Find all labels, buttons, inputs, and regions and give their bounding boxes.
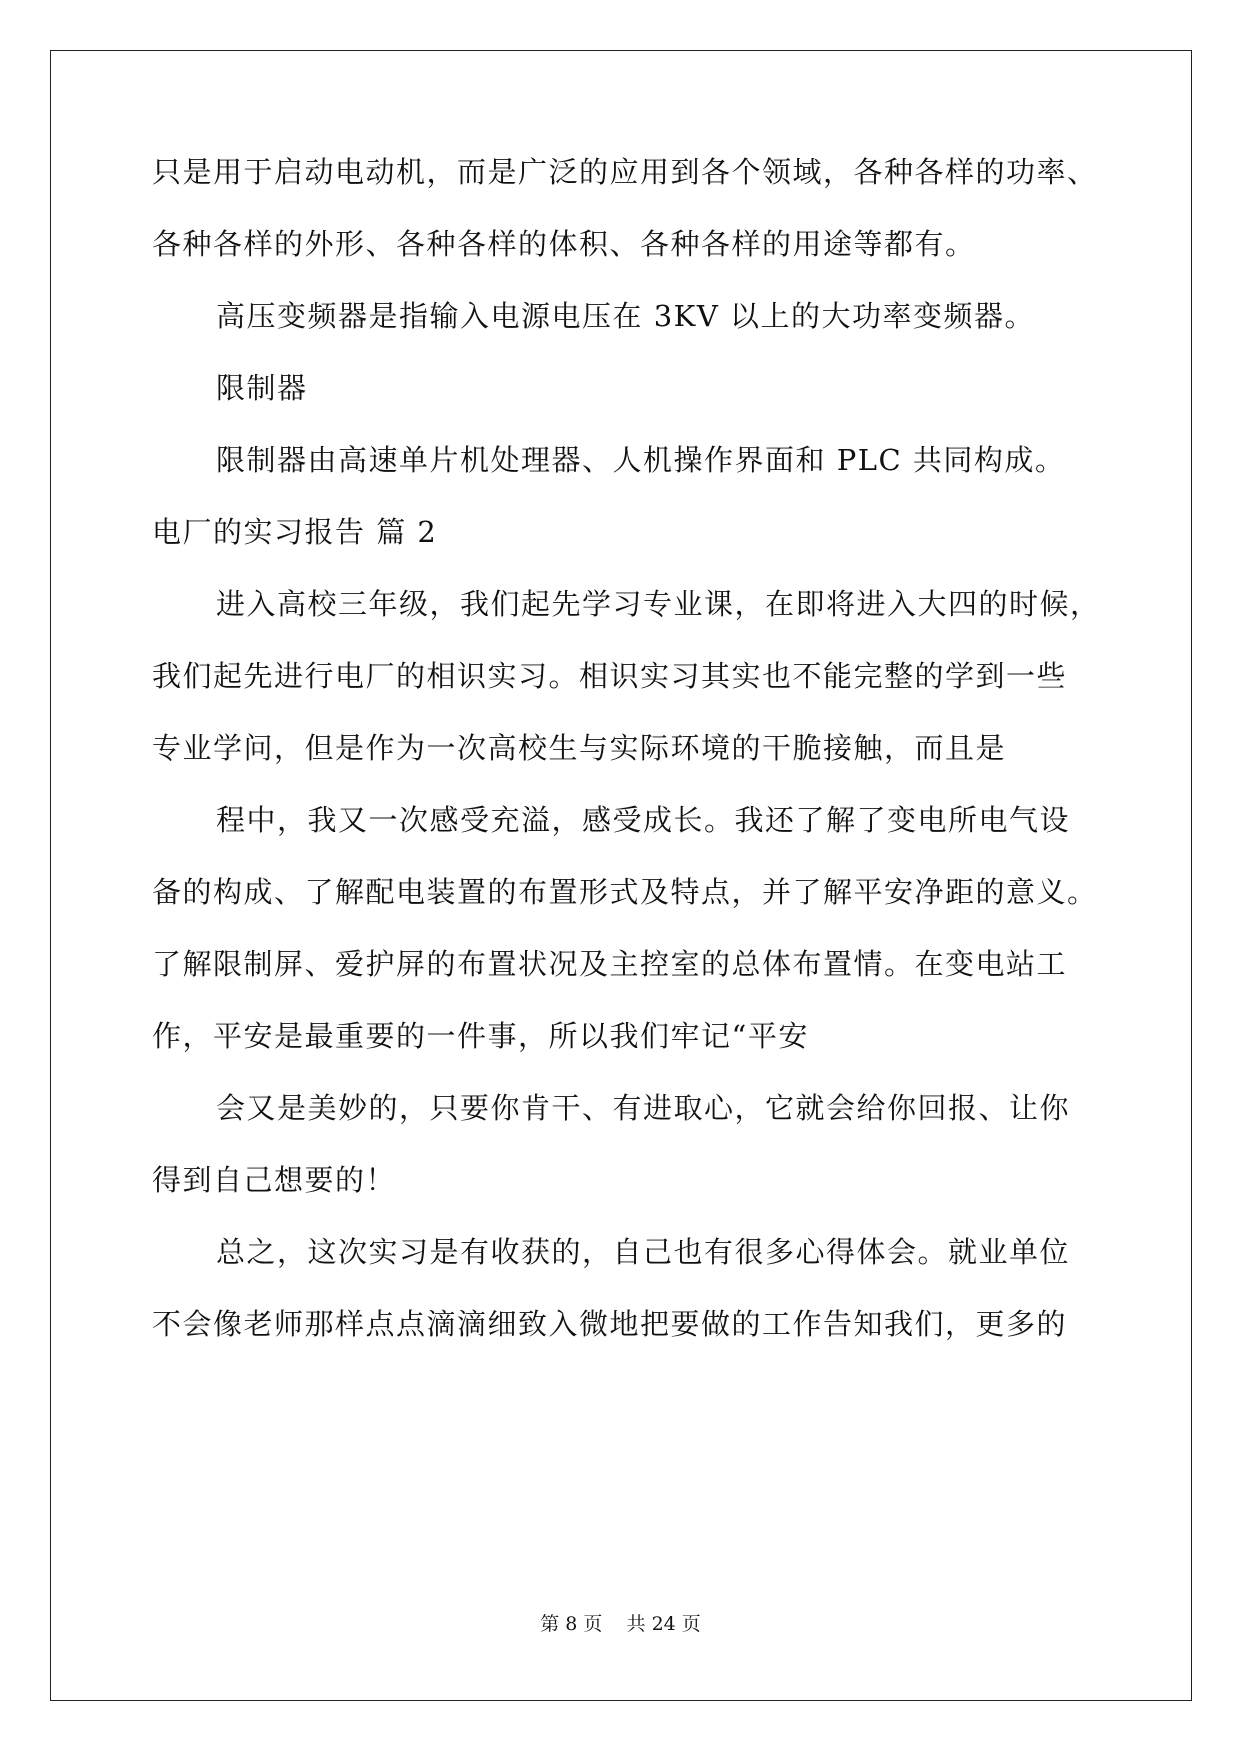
text-line: 只是用于启动电动机，而是广泛的应用到各个领域，各种各样的功率、 xyxy=(152,155,1098,189)
page-number-footer: 第 8 页 共 24 页 xyxy=(540,1613,701,1635)
text-line: 我们起先进行电厂的相识实习。相识实习其实也不能完整的学到一些 xyxy=(152,659,1068,693)
text-line: 得到自己想要的！ xyxy=(152,1163,397,1197)
paragraph-line: 进入高校三年级，我们起先学习专业课，在即将进入大四的时候， xyxy=(216,587,1101,621)
paragraph-line: 会又是美妙的，只要你肯干、有进取心，它就会给你回报、让你 xyxy=(216,1091,1071,1125)
subheading: 限制器 xyxy=(216,371,308,405)
paragraph-line: 高压变频器是指输入电源电压在 3KV 以上的大功率变频器。 xyxy=(216,299,1035,333)
text-line: 不会像老师那样点点滴滴细致入微地把要做的工作告知我们，更多的 xyxy=(152,1307,1068,1341)
paragraph-line: 总之，这次实习是有收获的，自己也有很多心得体会。就业单位 xyxy=(216,1235,1071,1269)
text-line: 专业学问，但是作为一次高校生与实际环境的干脆接触，而且是 xyxy=(152,731,1007,765)
paragraph-line: 限制器由高速单片机处理器、人机操作界面和 PLC 共同构成。 xyxy=(216,443,1066,477)
text-line: 作，平安是最重要的一件事，所以我们牢记“平安 xyxy=(152,1019,809,1053)
section-heading: 电厂的实习报告 篇 2 xyxy=(152,515,438,549)
paragraph-line: 程中，我又一次感受充溢，感受成长。我还了解了变电所电气设 xyxy=(216,803,1071,837)
text-line: 备的构成、了解配电装置的布置形式及特点，并了解平安净距的意义。 xyxy=(152,875,1098,909)
text-line: 各种各样的外形、各种各样的体积、各种各样的用途等都有。 xyxy=(152,227,976,261)
text-line: 了解限制屏、爱护屏的布置状况及主控室的总体布置情。在变电站工 xyxy=(152,947,1068,981)
